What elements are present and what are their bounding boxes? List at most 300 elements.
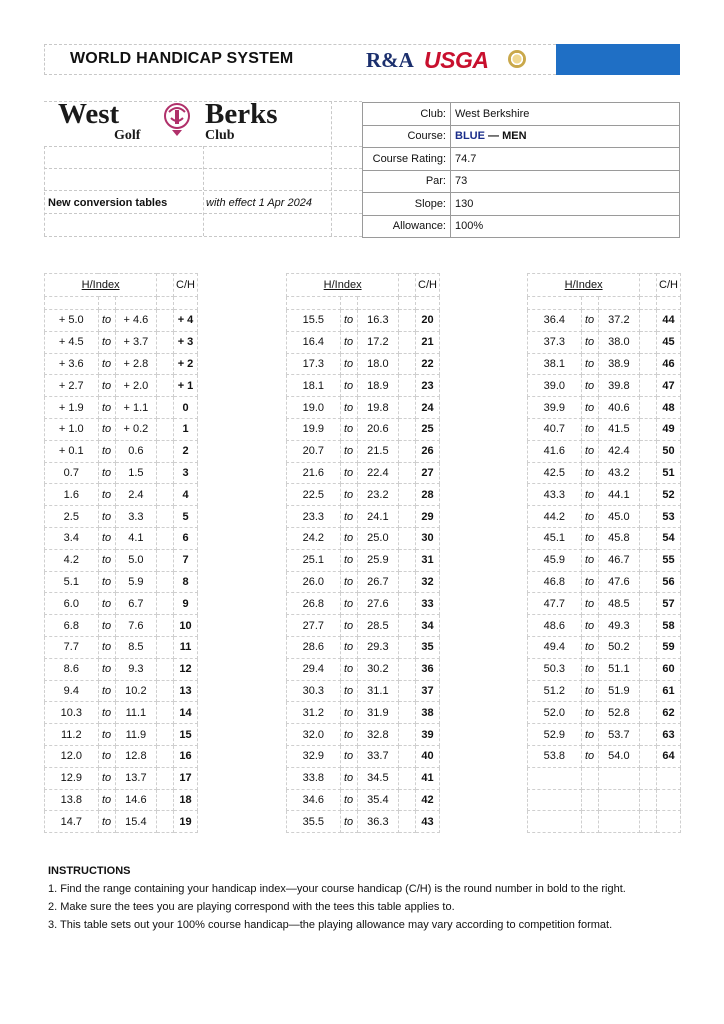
index-to: 28.5 bbox=[357, 615, 399, 637]
index-from: 43.3 bbox=[528, 484, 582, 506]
index-to: 21.5 bbox=[357, 440, 399, 462]
table-row bbox=[528, 484, 681, 506]
spacer-cell bbox=[98, 297, 115, 310]
course-handicap: 55 bbox=[657, 549, 681, 571]
par-value: 73 bbox=[451, 170, 680, 193]
table-row bbox=[287, 310, 440, 332]
ch-header: C/H bbox=[416, 274, 440, 297]
range-to-label: to bbox=[340, 462, 357, 484]
index-from: 6.8 bbox=[45, 615, 99, 637]
course-handicap: 64 bbox=[657, 745, 681, 767]
index-from: 30.3 bbox=[287, 680, 341, 702]
index-from: 17.3 bbox=[287, 353, 341, 375]
table-row bbox=[528, 462, 681, 484]
spacer-cell bbox=[287, 297, 341, 310]
course-handicap: 23 bbox=[416, 375, 440, 397]
grid-line bbox=[331, 101, 332, 236]
index-to: 39.8 bbox=[598, 375, 640, 397]
table-row bbox=[528, 440, 681, 462]
index-to: 4.1 bbox=[115, 527, 157, 549]
row-gap bbox=[157, 549, 174, 571]
index-from: 25.1 bbox=[287, 549, 341, 571]
range-to-label: to bbox=[98, 397, 115, 419]
course-handicap: 15 bbox=[174, 724, 198, 746]
course-handicap: 45 bbox=[657, 331, 681, 353]
index-to: 5.9 bbox=[115, 571, 157, 593]
index-to: 7.6 bbox=[115, 615, 157, 637]
range-to-label: to bbox=[98, 789, 115, 811]
index-from: 36.4 bbox=[528, 310, 582, 332]
club-value: West Berkshire bbox=[451, 103, 680, 126]
table-row bbox=[45, 462, 198, 484]
range-to-label: to bbox=[98, 571, 115, 593]
index-to: 44.1 bbox=[598, 484, 640, 506]
spacer-cell bbox=[598, 297, 640, 310]
index-from: 1.6 bbox=[45, 484, 99, 506]
row-gap bbox=[399, 310, 416, 332]
index-from: 45.1 bbox=[528, 527, 582, 549]
table-row bbox=[528, 593, 681, 615]
row-gap bbox=[399, 397, 416, 419]
table-row bbox=[287, 680, 440, 702]
index-from: 32.9 bbox=[287, 745, 341, 767]
course-handicap: 53 bbox=[657, 506, 681, 528]
table-row bbox=[287, 440, 440, 462]
course-handicap: 14 bbox=[174, 702, 198, 724]
index-to: 49.3 bbox=[598, 615, 640, 637]
row-gap bbox=[640, 353, 657, 375]
index-to: 24.1 bbox=[357, 506, 399, 528]
slope-value: 130 bbox=[451, 193, 680, 216]
index-to: 46.7 bbox=[598, 549, 640, 571]
range-to-label: to bbox=[98, 353, 115, 375]
range-to-label: to bbox=[98, 811, 115, 833]
range-to-label: to bbox=[98, 440, 115, 462]
table-row bbox=[45, 636, 198, 658]
index-from: 44.2 bbox=[528, 506, 582, 528]
index-from: 6.0 bbox=[45, 593, 99, 615]
instructions bbox=[48, 862, 626, 934]
course-handicap: 5 bbox=[174, 506, 198, 528]
empty-cell bbox=[581, 767, 598, 789]
range-to-label: to bbox=[581, 702, 598, 724]
index-to: 48.5 bbox=[598, 593, 640, 615]
index-from: 34.6 bbox=[287, 789, 341, 811]
row-gap bbox=[157, 397, 174, 419]
index-to: 18.9 bbox=[357, 375, 399, 397]
range-to-label: to bbox=[581, 506, 598, 528]
index-to: 9.3 bbox=[115, 658, 157, 680]
table-row bbox=[45, 571, 198, 593]
index-to: 53.7 bbox=[598, 724, 640, 746]
index-from: 9.4 bbox=[45, 680, 99, 702]
info-row-par bbox=[363, 170, 680, 193]
range-to-label: to bbox=[98, 506, 115, 528]
empty-cell bbox=[598, 789, 640, 811]
index-from: 20.7 bbox=[287, 440, 341, 462]
range-to-label: to bbox=[340, 789, 357, 811]
row-gap bbox=[399, 418, 416, 440]
spacer-cell bbox=[581, 297, 598, 310]
range-to-label: to bbox=[98, 615, 115, 637]
index-to: 35.4 bbox=[357, 789, 399, 811]
index-from: 12.9 bbox=[45, 767, 99, 789]
index-to: 37.2 bbox=[598, 310, 640, 332]
table-row bbox=[528, 353, 681, 375]
range-to-label: to bbox=[340, 506, 357, 528]
row-gap bbox=[399, 440, 416, 462]
spacer-cell bbox=[174, 297, 198, 310]
table-row bbox=[528, 636, 681, 658]
table-row bbox=[287, 789, 440, 811]
course-handicap: 2 bbox=[174, 440, 198, 462]
course-handicap: 24 bbox=[416, 397, 440, 419]
range-to-label: to bbox=[98, 680, 115, 702]
range-to-label: to bbox=[340, 527, 357, 549]
row-gap bbox=[157, 789, 174, 811]
index-to: 13.7 bbox=[115, 767, 157, 789]
index-to: 5.0 bbox=[115, 549, 157, 571]
table-row bbox=[45, 789, 198, 811]
range-to-label: to bbox=[340, 615, 357, 637]
table-row bbox=[287, 397, 440, 419]
index-to: 20.6 bbox=[357, 418, 399, 440]
index-from: 42.5 bbox=[528, 462, 582, 484]
course-handicap: 46 bbox=[657, 353, 681, 375]
index-from: + 0.1 bbox=[45, 440, 99, 462]
row-gap bbox=[399, 767, 416, 789]
range-to-label: to bbox=[340, 702, 357, 724]
course-handicap: 62 bbox=[657, 702, 681, 724]
row-gap bbox=[399, 462, 416, 484]
crest-icon bbox=[163, 102, 191, 138]
header-border-top bbox=[44, 44, 556, 45]
club-logo-word: Club bbox=[205, 128, 235, 143]
conversion-table-1 bbox=[44, 273, 198, 833]
instruction-item: 3. This table sets out your 100% course handicap—the playing allowance may vary according to competition format. bbox=[48, 919, 613, 931]
range-to-label: to bbox=[98, 767, 115, 789]
index-to: 3.3 bbox=[115, 506, 157, 528]
index-from: 7.7 bbox=[45, 636, 99, 658]
table-row bbox=[528, 680, 681, 702]
index-to: + 1.1 bbox=[115, 397, 157, 419]
ra-logo: R&A bbox=[366, 48, 414, 72]
row-gap bbox=[157, 680, 174, 702]
range-to-label: to bbox=[340, 331, 357, 353]
course-handicap: 37 bbox=[416, 680, 440, 702]
spacer-row bbox=[45, 297, 198, 310]
course-handicap: 26 bbox=[416, 440, 440, 462]
info-row-slope bbox=[363, 193, 680, 216]
course-handicap: 63 bbox=[657, 724, 681, 746]
table-row bbox=[528, 331, 681, 353]
row-gap bbox=[640, 397, 657, 419]
conversion-table-2 bbox=[286, 273, 440, 833]
course-handicap: 22 bbox=[416, 353, 440, 375]
table-row bbox=[528, 767, 681, 789]
empty-cell bbox=[657, 811, 681, 833]
course-handicap: 16 bbox=[174, 745, 198, 767]
index-from: 45.9 bbox=[528, 549, 582, 571]
index-to: 12.8 bbox=[115, 745, 157, 767]
course-handicap: 61 bbox=[657, 680, 681, 702]
empty-cell bbox=[598, 767, 640, 789]
spacer-cell bbox=[340, 297, 357, 310]
table-row bbox=[287, 506, 440, 528]
index-to: 52.8 bbox=[598, 702, 640, 724]
table-row bbox=[528, 702, 681, 724]
row-gap bbox=[640, 724, 657, 746]
grid-line bbox=[44, 236, 362, 237]
empty-cell bbox=[581, 789, 598, 811]
table-row bbox=[287, 375, 440, 397]
grid-line bbox=[203, 146, 204, 236]
index-to: 32.8 bbox=[357, 724, 399, 746]
row-gap bbox=[640, 680, 657, 702]
row-gap bbox=[640, 745, 657, 767]
range-to-label: to bbox=[98, 484, 115, 506]
index-from: 21.6 bbox=[287, 462, 341, 484]
index-from: 0.7 bbox=[45, 462, 99, 484]
range-to-label: to bbox=[98, 527, 115, 549]
table-row bbox=[287, 549, 440, 571]
course-info-table bbox=[362, 102, 680, 238]
table-row bbox=[287, 571, 440, 593]
range-to-label: to bbox=[581, 745, 598, 767]
range-to-label: to bbox=[98, 745, 115, 767]
range-to-label: to bbox=[340, 767, 357, 789]
index-to: 22.4 bbox=[357, 462, 399, 484]
empty-cell bbox=[528, 789, 582, 811]
index-from: 23.3 bbox=[287, 506, 341, 528]
table-row bbox=[528, 658, 681, 680]
slope-label: Slope: bbox=[363, 193, 451, 216]
range-to-label: to bbox=[340, 593, 357, 615]
course-handicap: 58 bbox=[657, 615, 681, 637]
range-to-label: to bbox=[581, 549, 598, 571]
index-to: 2.4 bbox=[115, 484, 157, 506]
course-handicap: 48 bbox=[657, 397, 681, 419]
table-row bbox=[528, 506, 681, 528]
header-border-bottom bbox=[44, 74, 556, 75]
row-gap bbox=[640, 702, 657, 724]
index-to: 54.0 bbox=[598, 745, 640, 767]
spacer-cell bbox=[45, 297, 99, 310]
index-from: 16.4 bbox=[287, 331, 341, 353]
row-gap bbox=[157, 658, 174, 680]
index-to: 51.1 bbox=[598, 658, 640, 680]
header-gap bbox=[640, 274, 657, 297]
course-handicap: 39 bbox=[416, 724, 440, 746]
course-handicap: 44 bbox=[657, 310, 681, 332]
course-handicap: 7 bbox=[174, 549, 198, 571]
row-gap bbox=[399, 636, 416, 658]
course-handicap: 18 bbox=[174, 789, 198, 811]
index-to: 8.5 bbox=[115, 636, 157, 658]
row-gap bbox=[399, 745, 416, 767]
course-handicap: 28 bbox=[416, 484, 440, 506]
course-handicap: 35 bbox=[416, 636, 440, 658]
empty-cell bbox=[598, 811, 640, 833]
range-to-label: to bbox=[98, 636, 115, 658]
ch-header: C/H bbox=[657, 274, 681, 297]
table-row bbox=[528, 549, 681, 571]
index-to: 16.3 bbox=[357, 310, 399, 332]
course-handicap: 38 bbox=[416, 702, 440, 724]
index-to: 17.2 bbox=[357, 331, 399, 353]
range-to-label: to bbox=[581, 527, 598, 549]
row-gap bbox=[399, 375, 416, 397]
range-to-label: to bbox=[340, 549, 357, 571]
row-gap bbox=[157, 375, 174, 397]
index-to: 15.4 bbox=[115, 811, 157, 833]
range-to-label: to bbox=[98, 658, 115, 680]
instruction-item: 2. Make sure the tees you are playing correspond with the tees this table applies to. bbox=[48, 901, 455, 913]
course-handicap: 19 bbox=[174, 811, 198, 833]
table-row bbox=[528, 811, 681, 833]
spacer-cell bbox=[115, 297, 157, 310]
table-row bbox=[287, 353, 440, 375]
course-handicap: 8 bbox=[174, 571, 198, 593]
range-to-label: to bbox=[581, 331, 598, 353]
range-to-label: to bbox=[581, 724, 598, 746]
table-row bbox=[45, 702, 198, 724]
row-gap bbox=[399, 571, 416, 593]
range-to-label: to bbox=[340, 571, 357, 593]
index-from: 12.0 bbox=[45, 745, 99, 767]
rating-label: Course Rating: bbox=[363, 148, 451, 171]
index-to: 45.8 bbox=[598, 527, 640, 549]
row-gap bbox=[157, 310, 174, 332]
range-to-label: to bbox=[340, 724, 357, 746]
row-gap bbox=[399, 506, 416, 528]
table-row bbox=[528, 310, 681, 332]
course-label: Course: bbox=[363, 125, 451, 148]
index-from: 33.8 bbox=[287, 767, 341, 789]
course-handicap: 36 bbox=[416, 658, 440, 680]
range-to-label: to bbox=[98, 724, 115, 746]
course-handicap: 60 bbox=[657, 658, 681, 680]
course-handicap: 33 bbox=[416, 593, 440, 615]
table-row bbox=[287, 767, 440, 789]
instructions-title: INSTRUCTIONS bbox=[48, 865, 131, 877]
club-logo-word: Berks bbox=[205, 98, 278, 130]
table-row bbox=[45, 549, 198, 571]
index-to: 45.0 bbox=[598, 506, 640, 528]
index-from: 50.3 bbox=[528, 658, 582, 680]
row-gap bbox=[640, 310, 657, 332]
index-from: + 3.6 bbox=[45, 353, 99, 375]
table-row bbox=[287, 745, 440, 767]
range-to-label: to bbox=[581, 375, 598, 397]
index-to: 30.2 bbox=[357, 658, 399, 680]
index-to: + 3.7 bbox=[115, 331, 157, 353]
row-gap bbox=[640, 549, 657, 571]
row-gap bbox=[640, 331, 657, 353]
club-label: Club: bbox=[363, 103, 451, 126]
empty-cell bbox=[528, 811, 582, 833]
range-to-label: to bbox=[581, 636, 598, 658]
index-from: 26.8 bbox=[287, 593, 341, 615]
row-gap bbox=[157, 418, 174, 440]
index-from: 37.3 bbox=[528, 331, 582, 353]
empty-cell bbox=[657, 789, 681, 811]
index-from: 3.4 bbox=[45, 527, 99, 549]
ch-header: C/H bbox=[174, 274, 198, 297]
index-to: 11.9 bbox=[115, 724, 157, 746]
index-from: 47.7 bbox=[528, 593, 582, 615]
table-row bbox=[528, 571, 681, 593]
range-to-label: to bbox=[581, 397, 598, 419]
course-handicap: + 2 bbox=[174, 353, 198, 375]
row-gap bbox=[640, 658, 657, 680]
usga-logo: USGA bbox=[424, 47, 489, 73]
index-to: 10.2 bbox=[115, 680, 157, 702]
index-to: 51.9 bbox=[598, 680, 640, 702]
course-handicap: 41 bbox=[416, 767, 440, 789]
index-from: 52.9 bbox=[528, 724, 582, 746]
info-row-club bbox=[363, 103, 680, 126]
range-to-label: to bbox=[98, 418, 115, 440]
row-gap bbox=[157, 506, 174, 528]
range-to-label: to bbox=[340, 680, 357, 702]
row-gap bbox=[640, 571, 657, 593]
range-to-label: to bbox=[98, 549, 115, 571]
range-to-label: to bbox=[340, 811, 357, 833]
course-handicap: 43 bbox=[416, 811, 440, 833]
course-handicap: 34 bbox=[416, 615, 440, 637]
table-row bbox=[45, 375, 198, 397]
index-to: 38.9 bbox=[598, 353, 640, 375]
header-gap bbox=[399, 274, 416, 297]
course-handicap: 6 bbox=[174, 527, 198, 549]
row-gap bbox=[640, 527, 657, 549]
index-from: 28.6 bbox=[287, 636, 341, 658]
row-gap bbox=[640, 462, 657, 484]
index-to: 31.1 bbox=[357, 680, 399, 702]
index-to: 43.2 bbox=[598, 462, 640, 484]
course-handicap: 20 bbox=[416, 310, 440, 332]
index-to: 38.0 bbox=[598, 331, 640, 353]
row-gap bbox=[399, 724, 416, 746]
course-handicap: 12 bbox=[174, 658, 198, 680]
row-gap bbox=[399, 484, 416, 506]
row-gap bbox=[157, 353, 174, 375]
course-handicap: 49 bbox=[657, 418, 681, 440]
range-to-label: to bbox=[581, 310, 598, 332]
range-to-label: to bbox=[340, 636, 357, 658]
index-from: 11.2 bbox=[45, 724, 99, 746]
table-row bbox=[287, 331, 440, 353]
range-to-label: to bbox=[581, 658, 598, 680]
range-to-label: to bbox=[98, 462, 115, 484]
index-from: + 1.9 bbox=[45, 397, 99, 419]
table-row bbox=[45, 484, 198, 506]
row-gap bbox=[157, 593, 174, 615]
hindex-header: H/Index bbox=[45, 274, 157, 297]
row-gap bbox=[399, 658, 416, 680]
course-handicap: 56 bbox=[657, 571, 681, 593]
table-row bbox=[528, 527, 681, 549]
index-from: 31.2 bbox=[287, 702, 341, 724]
hindex-header: H/Index bbox=[287, 274, 399, 297]
row-gap bbox=[157, 484, 174, 506]
index-to: 41.5 bbox=[598, 418, 640, 440]
range-to-label: to bbox=[98, 593, 115, 615]
range-to-label: to bbox=[98, 331, 115, 353]
index-from: 29.4 bbox=[287, 658, 341, 680]
empty-cell bbox=[581, 811, 598, 833]
